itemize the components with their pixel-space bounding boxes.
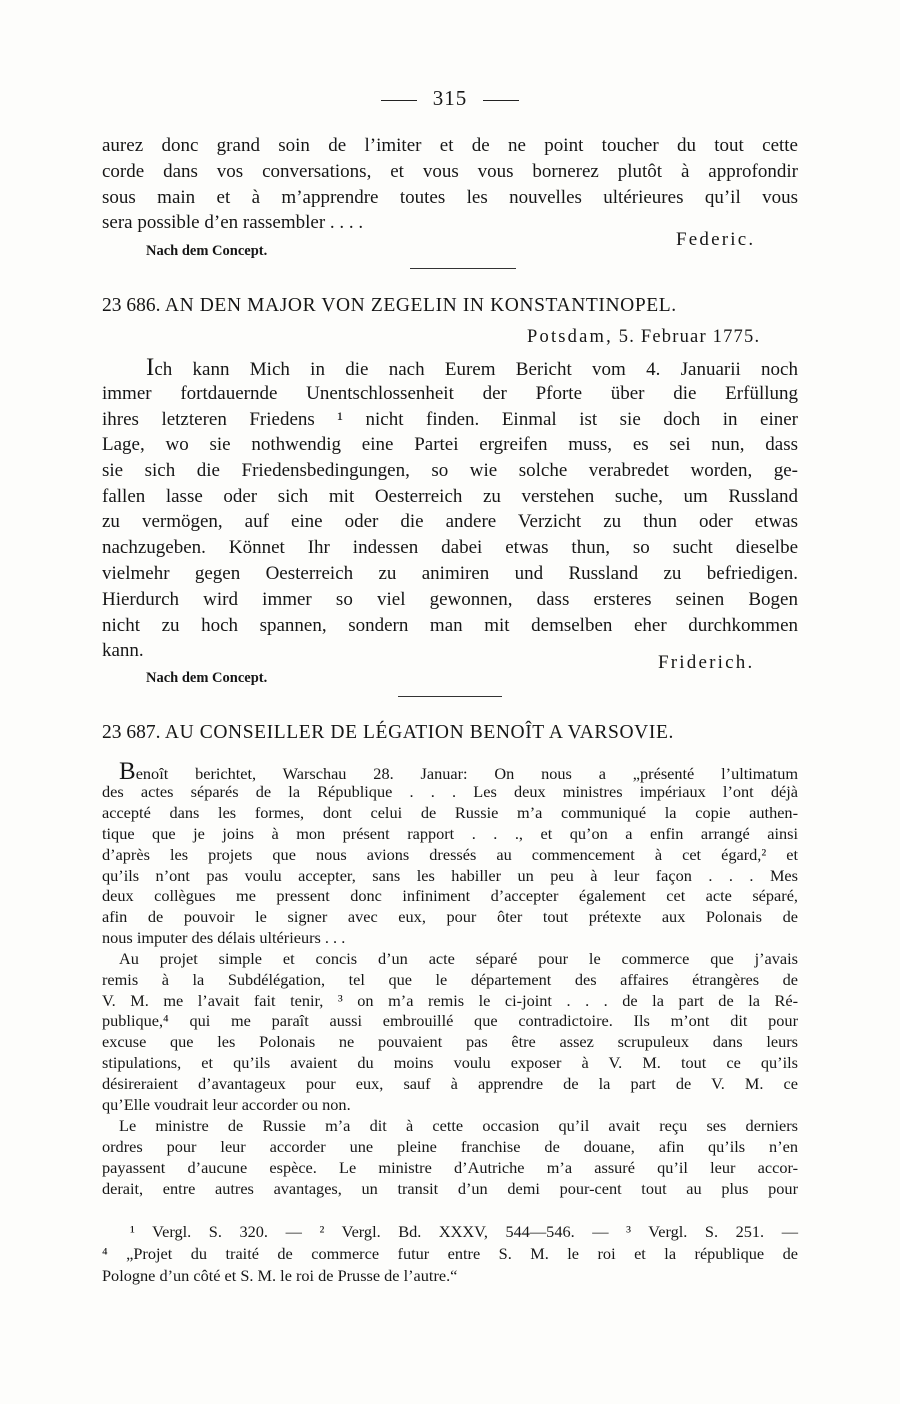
- text-line: Hierdurch wird immer so viel gewonnen, dass ersteres seinen Bogen: [102, 589, 798, 610]
- text-line: fallen lasse oder sich mit Oesterreich zu verstehen suche, um Russland: [102, 486, 798, 507]
- letter-title: AN DEN MAJOR VON ZEGELIN IN KONSTANTINOPEL.: [164, 295, 677, 316]
- footnote-line: ¹ Vergl. S. 320. — ² Vergl. Bd. XXXV, 544—546. — ³ Vergl. S. 251. —: [130, 1222, 798, 1241]
- text-line: vielmehr gegen Oesterreich zu animiren und Russland zu befriedigen.: [102, 563, 798, 584]
- text-line: Le ministre de Russie m’a dit à cette occasion qu’il avait reçu ses derniers: [119, 1116, 798, 1135]
- text-line: ordres pour leur accorder une pleine franchise de douane, afin qu’ils n’en: [102, 1137, 798, 1156]
- text-line: désireraient d’avantageux pour eux, sauf à apprendre de la part de V. M. ce: [102, 1074, 798, 1093]
- letter-number: 23 686.: [102, 295, 161, 316]
- source-note: Nach dem Concept.: [146, 670, 268, 686]
- text-line: remis à la Subdélégation, tel que le département des affaires étrangères de: [102, 970, 798, 989]
- text-line: qu’ils n’ont pas voulu accepter, sans les habiller un peu à leur façon . . . Mes: [102, 866, 798, 885]
- text-line: Lage, wo sie nothwendig eine Partei ergreifen muss, es sei nun, dass: [102, 434, 798, 455]
- text-line: nachzugeben. Könnet Ihr indessen dabei etwas thun, so sucht dieselbe: [102, 537, 798, 558]
- text-line: nicht zu hoch spannen, sondern man mit demselben eher durchkommen: [102, 615, 798, 636]
- text-line: [119, 758, 798, 785]
- dateline: [527, 327, 760, 348]
- letter-heading: [102, 722, 802, 744]
- section-divider: [398, 696, 502, 697]
- signature: Friderich.: [658, 652, 755, 673]
- text-line: aurez donc grand soin de l’imiter et de ne point toucher du tout cette: [102, 135, 798, 156]
- section-divider: [410, 268, 516, 269]
- text-line: V. M. me l’avait fait tenir, ³ on m’a remis le ci-joint . . . de la part de la Ré-: [102, 991, 798, 1010]
- text-line: stipulations, et qu’ils avaient du moins voulu exposer à V. M. tout ce qu’ils: [102, 1053, 798, 1072]
- text-line: ihres letzteren Friedens ¹ nicht finden. Einmal ist sie doch in einer: [102, 409, 798, 430]
- text-line: payassent d’aucune espèce. Le ministre d’Autriche m’a assuré qu’il leur accor-: [102, 1158, 798, 1177]
- page-number: 315: [432, 86, 468, 110]
- text-line: afin de pouvoir le signer avec eux, pour ôter tout prétexte aux Polonais de: [102, 907, 798, 926]
- dateline-place: Potsdam,: [527, 327, 613, 347]
- letter-heading: [102, 295, 802, 317]
- text-line: derait, entre autres avantages, un transit d’un demi pour-cent tout au plus pour: [102, 1179, 798, 1198]
- footnote-line: ⁴ „Projet du traité de commerce futur entre S. M. le roi et la république de: [102, 1244, 798, 1263]
- text-line: corde dans vos conversations, et vous vous bornerez plutôt à approfondir: [102, 161, 798, 182]
- dateline-date: 5. Februar 1775.: [618, 327, 761, 347]
- text-line: sie sich die Friedensbedingungen, so wie solche verabredet worden, ge-: [102, 460, 798, 481]
- text-line: excuse que les Polonais ne pouvaient pas être assez scrupuleux dans leurs: [102, 1032, 798, 1051]
- text-line: nous imputer des délais ultérieurs . . .: [102, 928, 346, 947]
- text-line: zu vermögen, auf eine oder die andere Verzicht zu thun oder etwas: [102, 511, 798, 532]
- text-line-rest: enoît berichtet, Warschau 28. Januar: On nous a „présenté l’ultimatum: [135, 764, 798, 783]
- drop-initial: B: [119, 758, 136, 785]
- text-line: immer fortdauernde Unentschlossenheit der Pforte über die Erfüllung: [102, 383, 798, 404]
- page-number-header: [0, 86, 900, 111]
- source-note: Nach dem Concept.: [146, 243, 268, 259]
- letter-number: 23 687.: [102, 722, 161, 743]
- drop-initial: I: [146, 354, 155, 381]
- text-line: des actes séparés de la République . . . Les deux ministres impériaux l’ont déjà: [102, 782, 798, 801]
- text-line: tique que je joins à mon présent rapport . . ., et qu’on a enfin arrangé ainsi: [102, 824, 798, 843]
- footnote-line: Pologne d’un côté et S. M. le roi de Prusse de l’autre.“: [102, 1266, 458, 1285]
- header-dash-right: [483, 100, 519, 101]
- text-line: kann.: [102, 640, 144, 661]
- text-line: sous main et à m’apprendre toutes les nouvelles ultérieures qu’il vous: [102, 187, 798, 208]
- text-line: d’après les projets que nous avions dressés au commencement à cet égard,² et: [102, 845, 798, 864]
- text-line: qu’Elle voudrait leur accorder ou non.: [102, 1095, 351, 1114]
- text-line: deux collègues me pressent donc infiniment d’accepter également cet acte séparé,: [102, 886, 798, 905]
- text-line: Au projet simple et concis d’un acte séparé pour le commerce que j’avais: [119, 949, 798, 968]
- letter-title: AU CONSEILLER DE LÉGATION BENOÎT A VARSOVIE.: [164, 722, 674, 743]
- header-dash-left: [381, 100, 417, 101]
- text-line: accepté dans les formes, dont celui de Russie m’a communiqué la copie authen-: [102, 803, 798, 822]
- text-line: publique,⁴ qui me paraît aussi embrouillé que contradictoire. Ils m’ont dit pour: [102, 1011, 798, 1030]
- text-line-rest: ch kann Mich in die nach Eurem Bericht vom 4. Januarii noch: [154, 359, 798, 380]
- text-line: sera possible d’en rassembler . . . .: [102, 212, 364, 233]
- signature: Federic.: [676, 229, 756, 250]
- text-line: [146, 354, 798, 381]
